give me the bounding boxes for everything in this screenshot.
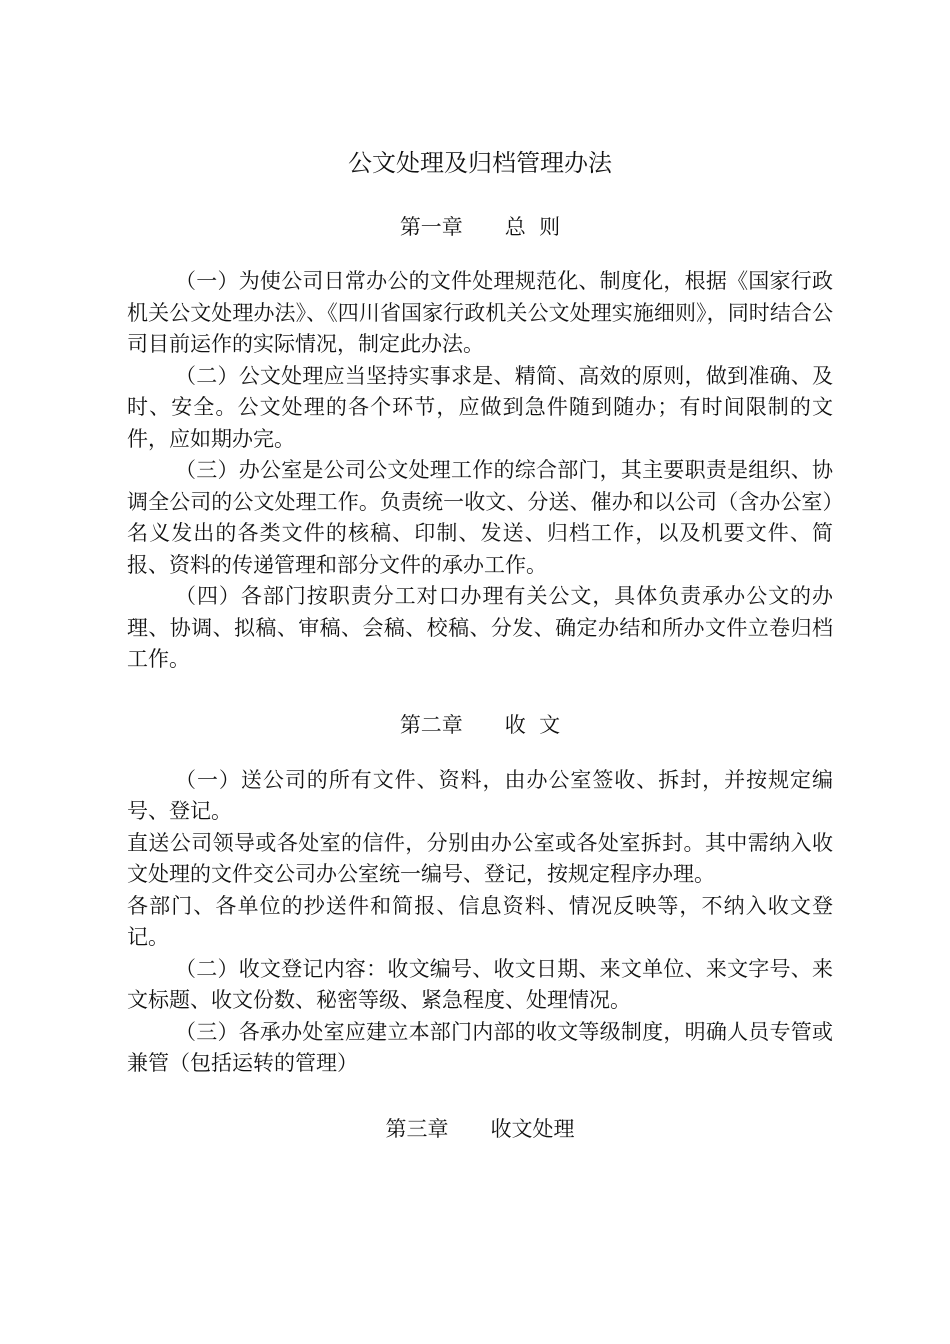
chapter-heading: 第三章 收文处理 — [385, 1116, 575, 1141]
chapter-heading: 第一章 总 则 — [399, 215, 561, 239]
chapter-heading: 第二章 收 文 — [399, 712, 561, 737]
paragraph: （一）为使公司日常办公的文件处理规范化、制度化，根据《国家行政机关公文处理办法》、《四川省国家行政机关公文处理实施细则》，同时结合公司目前运作的实际情况，制定此办法。 — [127, 269, 833, 356]
document-title: 公文处理及归档管理办法 — [348, 149, 612, 177]
paragraph: 各部门、各单位的抄送件和简报、信息资料、情况反映等，不纳入收文登记。 — [127, 893, 833, 949]
chapter-2 — [127, 708, 833, 1080]
paragraph: （二）收文登记内容：收文编号、收文日期、来文单位、来文字号、来文标题、收文份数、秘密等级、紧急程度、处理情况。 — [127, 956, 833, 1012]
paragraph: （二）公文处理应当坚持实事求是、精简、高效的原则，做到准确、及时、安全。公文处理的各个环节，应做到急件随到随办；有时间限制的文件，应如期办完。 — [127, 363, 833, 451]
paragraph: （三）办公室是公司公文处理工作的综合部门，其主要职责是组织、协调全公司的公文处理工作。负责统一收文、分送、催办和以公司（含办公室）名义发出的各类文件的核稿、印制、发送、归档工作，以及机要文件、简报、资料的传递管理和部分文件的承办工作。 — [127, 458, 833, 577]
paragraph: （四）各部门按职责分工对口办理有关公文，具体负责承办公文的办理、协调、拟稿、审稿、会稿、校稿、分发、确定办结和所办文件立卷归档工作。 — [127, 584, 833, 671]
paragraph: （一）送公司的所有文件、资料，由办公室签收、拆封，并按规定编号、登记。 — [127, 767, 833, 823]
paragraph: 直送公司领导或各处室的信件，分别由办公室或各处室拆封。其中需纳入收文处理的文件交公司办公室统一编号、登记，按规定程序办理。 — [127, 830, 833, 886]
chapter-3 — [127, 1112, 833, 1146]
chapter-1 — [127, 210, 833, 676]
document-body — [127, 143, 833, 1146]
paragraph: （三）各承办处室应建立本部门内部的收文等级制度，明确人员专管或兼管（包括运转的管理） — [127, 1019, 833, 1075]
